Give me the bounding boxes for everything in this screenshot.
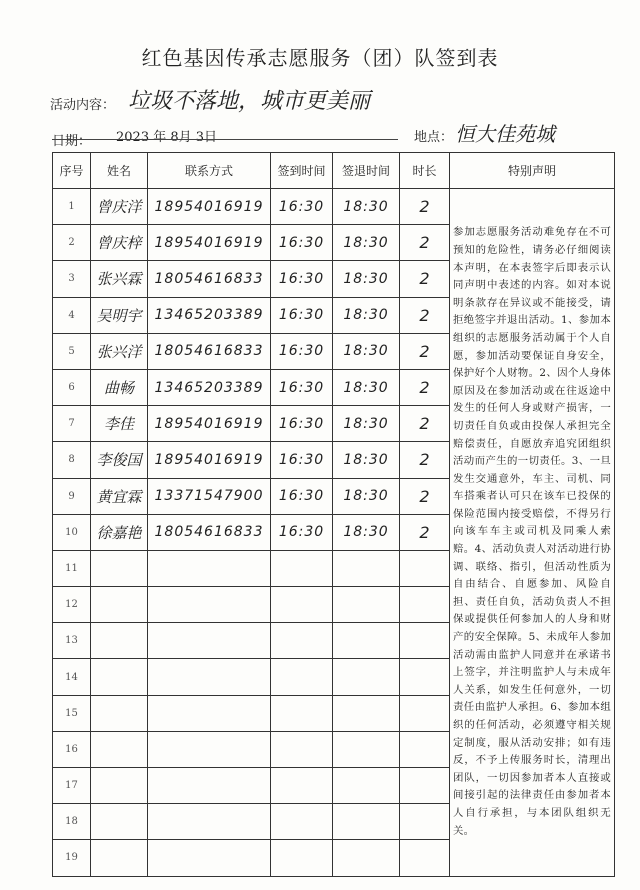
row-number: 15 bbox=[53, 695, 91, 731]
row-phone: 18954016919 bbox=[148, 406, 271, 442]
row-name bbox=[91, 768, 148, 804]
row-sign-in: 16:30 bbox=[271, 478, 333, 514]
row-number: 2 bbox=[53, 225, 91, 261]
row-phone: 18054616833 bbox=[148, 514, 271, 550]
row-number: 6 bbox=[53, 369, 91, 405]
row-number: 16 bbox=[53, 731, 91, 767]
row-sign-in bbox=[271, 731, 333, 767]
date-label: 日期： bbox=[52, 134, 92, 149]
row-sign-in bbox=[271, 695, 333, 731]
row-phone bbox=[148, 768, 271, 804]
row-sign-in bbox=[271, 550, 333, 586]
row-sign-out: 18:30 bbox=[333, 333, 400, 369]
row-number: 11 bbox=[53, 550, 91, 586]
row-name bbox=[91, 731, 148, 767]
row-sign-out: 18:30 bbox=[333, 514, 400, 550]
row-sign-out: 18:30 bbox=[333, 406, 400, 442]
row-sign-out bbox=[333, 550, 400, 586]
row-phone bbox=[148, 804, 271, 840]
row-sign-out bbox=[333, 623, 400, 659]
row-phone bbox=[148, 623, 271, 659]
row-sign-in bbox=[271, 768, 333, 804]
header-special-statement: 特别声明 bbox=[450, 153, 615, 189]
row-number: 13 bbox=[53, 623, 91, 659]
row-phone: 13465203389 bbox=[148, 369, 271, 405]
row-duration bbox=[400, 731, 450, 767]
row-sign-out bbox=[333, 768, 400, 804]
row-duration: 2 bbox=[400, 478, 450, 514]
row-name: 曾庆洋 bbox=[91, 189, 148, 225]
row-name: 黄宜霖 bbox=[91, 478, 148, 514]
header-contact: 联系方式 bbox=[148, 153, 271, 189]
row-sign-in bbox=[271, 840, 333, 876]
row-duration: 2 bbox=[400, 369, 450, 405]
sign-in-table bbox=[52, 152, 615, 877]
row-phone bbox=[148, 587, 271, 623]
special-statement-text: 参加志愿服务活动难免存在不可预知的危险性，请务必仔细阅读本声明，在本表签字后即表示认同声明中表述的内容。如对本说明条款存在异议或不能接受，请拒绝签字并退出活动。1、参加本组织的志愿服务活动属于个人自愿，参加活动要保证自身安全，保护好个人财物。2、因个人身体原因及在参加活动或在往返途中发生的任何人身或财产损害，一切责任自负或由投保人承担完全赔偿责任，自愿放弃追究团组织活动而产生的一切责任。3、一旦发生交通意外，车主、司机、同车搭乘者认可只在该车已投保的保险范围内接受赔偿，不得另行向该车车主或司机及同乘人索赔。4、活动负责人对活动进行协调、联络、指引，但活动性质为自由结合、自愿参加、风险自担、责任自负，活动负责人不担保或提供任何参加人的人身和财产的安全保障。5、未成年人参加活动需由监护人同意并在承诺书上签字，并注明监护人与未成年人关系，如发生任何意外，一切责任由监护人承担。6、参加本组织的任何活动，必须遵守相关规定制度，服从活动安排；如有违反，不予上传服务时长，清理出团队，一切因参加者本人直接或间接引起的法律责任由参加者本人自行承担，与本团队组织无关。 bbox=[450, 189, 615, 877]
underline bbox=[52, 139, 398, 140]
row-phone: 18954016919 bbox=[148, 442, 271, 478]
row-number: 7 bbox=[53, 406, 91, 442]
row-sign-in: 16:30 bbox=[271, 261, 333, 297]
row-sign-out bbox=[333, 731, 400, 767]
row-number: 10 bbox=[53, 514, 91, 550]
row-name: 曾庆梓 bbox=[91, 225, 148, 261]
row-name bbox=[91, 695, 148, 731]
row-duration bbox=[400, 659, 450, 695]
row-sign-in: 16:30 bbox=[271, 406, 333, 442]
header-duration: 时长 bbox=[400, 153, 450, 189]
row-sign-out: 18:30 bbox=[333, 369, 400, 405]
row-sign-in: 16:30 bbox=[271, 297, 333, 333]
row-duration bbox=[400, 768, 450, 804]
row-name bbox=[91, 804, 148, 840]
row-name bbox=[91, 550, 148, 586]
row-duration bbox=[400, 587, 450, 623]
row-sign-in bbox=[271, 804, 333, 840]
row-sign-out: 18:30 bbox=[333, 261, 400, 297]
row-sign-in: 16:30 bbox=[271, 189, 333, 225]
row-number: 8 bbox=[53, 442, 91, 478]
row-sign-out: 18:30 bbox=[333, 478, 400, 514]
row-number: 1 bbox=[53, 189, 91, 225]
row-duration: 2 bbox=[400, 189, 450, 225]
header-no: 序号 bbox=[53, 153, 91, 189]
row-number: 17 bbox=[53, 768, 91, 804]
row-name bbox=[91, 587, 148, 623]
row-number: 5 bbox=[53, 333, 91, 369]
row-phone bbox=[148, 659, 271, 695]
row-sign-in bbox=[271, 659, 333, 695]
row-sign-out bbox=[333, 659, 400, 695]
page-title: 红色基因传承志愿服务（团）队签到表 bbox=[141, 46, 499, 70]
row-number: 3 bbox=[53, 261, 91, 297]
row-sign-in bbox=[271, 623, 333, 659]
header-name: 姓名 bbox=[91, 153, 148, 189]
activity-label: 活动内容： bbox=[50, 98, 116, 113]
row-duration: 2 bbox=[400, 225, 450, 261]
row-name bbox=[91, 840, 148, 876]
row-sign-out: 18:30 bbox=[333, 225, 400, 261]
row-name: 李俊国 bbox=[91, 442, 148, 478]
location-value: 恒大佳苑城 bbox=[455, 122, 555, 146]
row-phone: 18954016919 bbox=[148, 225, 271, 261]
row-sign-in: 16:30 bbox=[271, 333, 333, 369]
row-duration: 2 bbox=[400, 297, 450, 333]
row-duration bbox=[400, 550, 450, 586]
row-phone: 13371547900 bbox=[148, 478, 271, 514]
row-name: 张兴洋 bbox=[91, 333, 148, 369]
row-duration: 2 bbox=[400, 333, 450, 369]
row-phone bbox=[148, 695, 271, 731]
row-number: 12 bbox=[53, 587, 91, 623]
activity-value: 垃圾不落地，城市更美丽 bbox=[128, 89, 371, 114]
header-sign-out-time: 签退时间 bbox=[333, 153, 400, 189]
row-number: 18 bbox=[53, 804, 91, 840]
row-number: 9 bbox=[53, 478, 91, 514]
row-duration bbox=[400, 804, 450, 840]
row-sign-out bbox=[333, 804, 400, 840]
row-sign-out bbox=[333, 840, 400, 876]
row-phone: 18054616833 bbox=[148, 261, 271, 297]
row-number: 4 bbox=[53, 297, 91, 333]
row-phone bbox=[148, 840, 271, 876]
location-label: 地点： bbox=[414, 130, 454, 145]
header-sign-in-time: 签到时间 bbox=[271, 153, 333, 189]
row-sign-out: 18:30 bbox=[333, 189, 400, 225]
table-header-row bbox=[53, 153, 615, 189]
row-phone: 13465203389 bbox=[148, 297, 271, 333]
row-sign-out: 18:30 bbox=[333, 442, 400, 478]
row-name: 徐嘉艳 bbox=[91, 514, 148, 550]
row-duration bbox=[400, 695, 450, 731]
row-sign-out bbox=[333, 587, 400, 623]
row-number: 19 bbox=[53, 840, 91, 876]
row-duration: 2 bbox=[400, 514, 450, 550]
row-phone: 18054616833 bbox=[148, 333, 271, 369]
row-name: 李佳 bbox=[91, 406, 148, 442]
row-sign-in bbox=[271, 587, 333, 623]
row-sign-out bbox=[333, 695, 400, 731]
row-name: 吴明宇 bbox=[91, 297, 148, 333]
row-duration bbox=[400, 623, 450, 659]
date-value: 2023 年 8月 3日 bbox=[116, 130, 218, 145]
table-row bbox=[53, 189, 615, 225]
row-number: 14 bbox=[53, 659, 91, 695]
row-sign-in: 16:30 bbox=[271, 369, 333, 405]
row-sign-in: 16:30 bbox=[271, 442, 333, 478]
row-name bbox=[91, 659, 148, 695]
row-name: 曲畅 bbox=[91, 369, 148, 405]
row-sign-out: 18:30 bbox=[333, 297, 400, 333]
row-name bbox=[91, 623, 148, 659]
row-duration: 2 bbox=[400, 261, 450, 297]
row-sign-in: 16:30 bbox=[271, 514, 333, 550]
row-sign-in: 16:30 bbox=[271, 225, 333, 261]
row-duration bbox=[400, 840, 450, 876]
row-name: 张兴霖 bbox=[91, 261, 148, 297]
row-phone bbox=[148, 550, 271, 586]
row-phone: 18954016919 bbox=[148, 189, 271, 225]
row-phone bbox=[148, 731, 271, 767]
row-duration: 2 bbox=[400, 406, 450, 442]
row-duration: 2 bbox=[400, 442, 450, 478]
